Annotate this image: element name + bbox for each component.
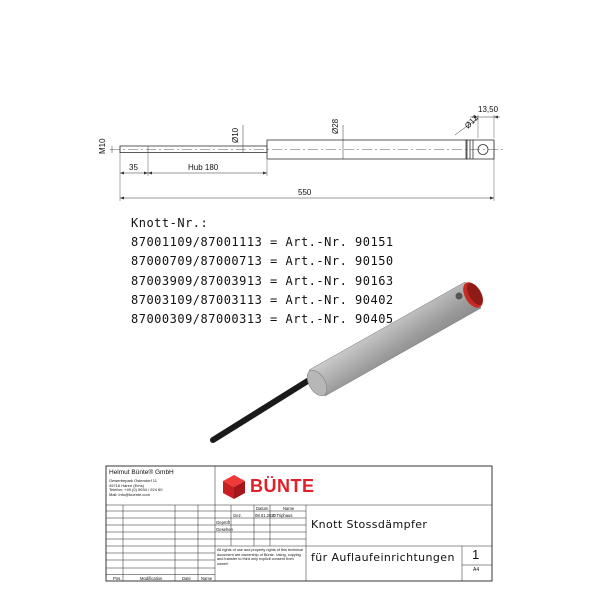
row-user: J. Triphaus <box>272 513 293 518</box>
buente-logo-icon <box>221 474 247 500</box>
notes-heading: Knott-Nr.: <box>131 216 209 230</box>
company-name: Helmut Bünte® GmbH <box>109 469 174 476</box>
row-gesehen: Gesehen <box>216 527 233 532</box>
drawing-title-1: Knott Stossdämpfer <box>311 518 428 531</box>
dim-hub: Hub 180 <box>188 163 219 172</box>
col-datum: Datum <box>256 506 269 511</box>
dim-total: 550 <box>298 188 312 197</box>
row-date: 08.01.2020 <box>255 513 276 518</box>
company-address <box>109 479 162 497</box>
dim-m10: M10 <box>98 138 107 154</box>
foot-name: Name <box>201 576 213 581</box>
address-line: Gewerbepark Ostendorf 11 <box>109 478 157 483</box>
sheet-number: 1 <box>472 547 480 562</box>
address-line: Mail: info@buente.com <box>109 491 150 497</box>
row-gez: Gez. <box>233 513 242 518</box>
address-line: 49716 Haren (Ems) <box>109 482 144 488</box>
notes-line: 87003909/87003913 = Art.-Nr. 90163 <box>131 273 394 288</box>
paper-format: A4 <box>473 567 480 573</box>
brand-name: BÜNTE <box>250 476 315 496</box>
notes-line: 87001109/87001113 = Art.-Nr. 90151 <box>131 235 394 250</box>
foot-mod: Modification <box>140 576 163 581</box>
rights-notice: All rights of use and property rights of this technical document are ownership of Bünte. Using, copying and transfer to third only explicit consent from owner! <box>217 548 303 566</box>
address-line: Telefon: +49 (0) 5934 / 924 60 <box>109 487 163 493</box>
dim-1350: 13,50 <box>478 105 499 114</box>
drawing-title-2: für Auflaufeinrichtungen <box>311 551 455 564</box>
notes-line: 87000709/87000713 = Art.-Nr. 90150 <box>131 254 394 269</box>
row-gepr: Geprüft <box>216 520 230 525</box>
col-name: Name <box>283 506 295 511</box>
dim-d12: Ø12 <box>463 113 481 131</box>
notes-line: 87003109/87003113 = Art.-Nr. 90402 <box>131 292 394 307</box>
dim-d10: Ø10 <box>231 127 240 143</box>
dim-35: 35 <box>129 163 138 172</box>
notes-line: 87000309/87000313 = Art.-Nr. 90405 <box>131 312 394 327</box>
foot-date: Date <box>182 576 191 581</box>
foot-pos: Pos. <box>113 576 122 581</box>
dim-d28: Ø28 <box>331 118 340 134</box>
